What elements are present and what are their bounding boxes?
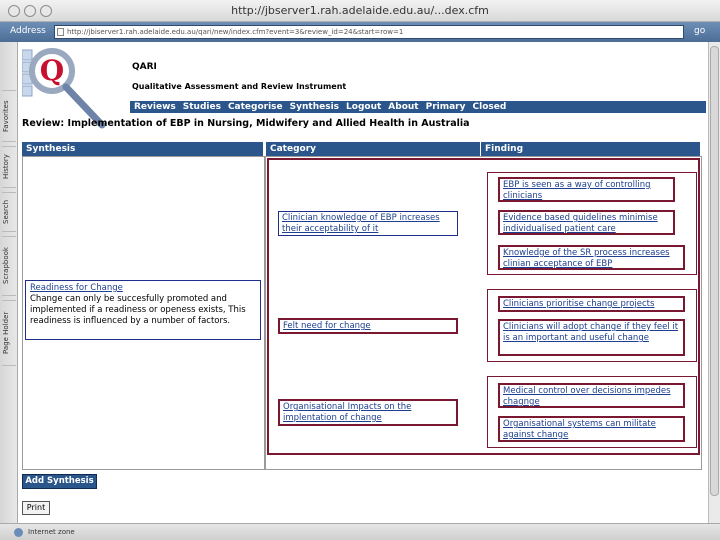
globe-icon xyxy=(14,528,23,537)
category-organisational-impacts[interactable]: Organisational Impacts on the implentation of change xyxy=(278,399,458,426)
nav-closed[interactable]: Closed xyxy=(472,102,507,112)
vertical-scrollbar[interactable] xyxy=(708,42,720,523)
review-title: Review: Implementation of EBP in Nursing, Midwifery and Allied Health in Australia xyxy=(22,118,470,129)
category-felt-need[interactable]: Felt need for change xyxy=(278,318,458,334)
nav-about[interactable]: About xyxy=(388,102,419,112)
status-text: Internet zone xyxy=(28,528,75,536)
sidebar-tab-history[interactable]: History xyxy=(2,146,16,188)
synthesis-text: Change can only be succesfully promoted and implemented if a readiness or openess exists, This readiness is influenced by a number of factors. xyxy=(30,294,246,326)
sidebar-tab-search[interactable]: Search xyxy=(2,192,16,232)
column-header-category: Category xyxy=(266,142,480,156)
window-titlebar xyxy=(0,0,720,22)
synthesis-readiness-for-change[interactable] xyxy=(25,280,261,340)
qari-logo xyxy=(22,47,122,129)
sidebar-tab-favorites[interactable]: Favorites xyxy=(2,90,16,142)
app-name: QARI xyxy=(132,62,157,72)
finding-sr-knowledge-acceptance[interactable]: Knowledge of the SR process increases clinian acceptance of EBP xyxy=(498,245,685,270)
finding-medical-control[interactable]: Medical control over decisions impedes chagnge xyxy=(498,383,685,408)
finding-prioritise-change[interactable]: Clinicians prioritise change projects xyxy=(498,296,685,312)
print-button[interactable]: Print xyxy=(22,501,50,515)
nav-categorise[interactable]: Categorise xyxy=(227,102,283,112)
finding-ebp-controlling-clinicians[interactable]: EBP is seen as a way of controlling clinicians xyxy=(498,177,675,202)
column-header-synthesis: Synthesis xyxy=(22,142,263,156)
nav-primary[interactable]: Primary xyxy=(425,102,466,112)
sidebar-tab-scrapbook[interactable]: Scrapbook xyxy=(2,236,16,296)
app-subtitle: Qualitative Assessment and Review Instrument xyxy=(132,82,347,91)
category-clinician-knowledge[interactable]: Clinician knowledge of EBP increases their acceptability of it xyxy=(278,211,458,236)
nav-logout[interactable]: Logout xyxy=(346,102,382,112)
scrollbar-thumb[interactable] xyxy=(710,46,719,496)
address-label: Address xyxy=(10,26,46,36)
finding-organisational-systems[interactable]: Organisational systems can militate against change xyxy=(498,416,685,442)
finding-adopt-useful-change[interactable]: Clinicians will adopt change if they feel it is an important and useful change xyxy=(498,319,685,356)
nav-synthesis[interactable]: Synthesis xyxy=(289,102,340,112)
synthesis-name[interactable]: Readiness for Change xyxy=(30,283,123,293)
address-input[interactable]: http://jbiserver1.rah.adelaide.edu.au/qari/new/index.cfm?event=3&review_id=24&start=row=1 xyxy=(54,25,684,39)
column-header-finding: Finding xyxy=(481,142,700,156)
status-bar xyxy=(0,523,720,540)
main-nav xyxy=(130,101,706,113)
go-button[interactable]: go xyxy=(694,26,706,36)
add-synthesis-button[interactable]: Add Synthesis xyxy=(22,474,97,489)
address-bar xyxy=(0,22,720,42)
nav-studies[interactable]: Studies xyxy=(182,102,221,112)
svg-text:Q: Q xyxy=(39,54,65,87)
sidebar-tab-page-holder[interactable]: Page Holder xyxy=(2,300,16,366)
page-icon xyxy=(57,28,64,36)
finding-guidelines-minimise-care[interactable]: Evidence based guidelines minimise individualised patient care xyxy=(498,210,675,235)
window-title: http://jbserver1.rah.adelaide.edu.au/...dex.cfm xyxy=(231,4,489,17)
nav-reviews[interactable]: Reviews xyxy=(134,102,176,112)
explorer-sidebar xyxy=(0,42,18,523)
